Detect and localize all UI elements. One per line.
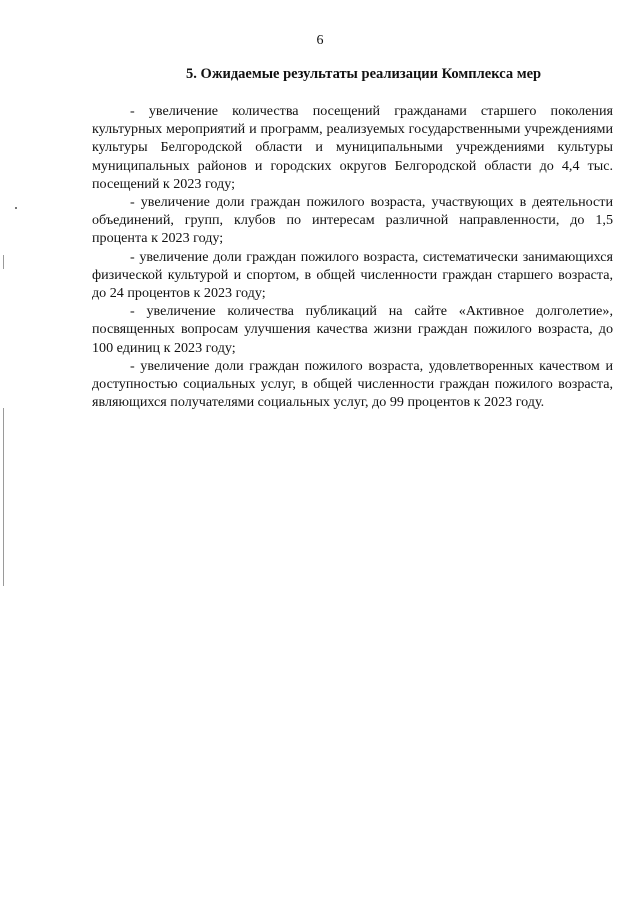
section-title: 5. Ожидаемые результаты реализации Комплекса мер — [186, 66, 542, 82]
scan-speck — [15, 207, 17, 209]
result-item-social-services-satisfaction: - увеличение доли граждан пожилого возраста, удовлетворенных качеством и доступностью социальных услуг, в общей численности граждан пожилого возраста, являющихся получателями социальных услуг, до 99 процентов к 2023 году. — [92, 357, 613, 411]
results-list — [92, 102, 613, 411]
scan-edge-mark — [3, 255, 4, 269]
result-item-cultural-visits: - увеличение количества посещений гражданами старшего поколения культурных мероприятий и программ, реализуемых государственными учреждениями культуры Белгородской области и муниципальными учреждениями культуры муниципальных районов и городских округов Белгородской области до 4,4 тыс. посещений к 2023 году; — [92, 103, 613, 192]
result-item-website-publications: - увеличение количества публикаций на сайте «Активное долголетие», посвященных вопросам улучшения качества жизни граждан пожилого возраста, до 100 единиц к 2023 году; — [92, 303, 613, 356]
page-number: 6 — [316, 33, 324, 48]
scan-edge-mark — [3, 408, 4, 586]
result-item-clubs-participation: - увеличение доли граждан пожилого возраста, участвующих в деятельности объединений, групп, клубов по интересам различной направленности, до 1,5 процента к 2023 году; — [92, 194, 613, 247]
result-item-sports-participation: - увеличение доли граждан пожилого возраста, систематически занимающихся физической культурой и спортом, в общей численности граждан старшего возраста, до 24 процентов к 2023 году; — [92, 248, 613, 302]
